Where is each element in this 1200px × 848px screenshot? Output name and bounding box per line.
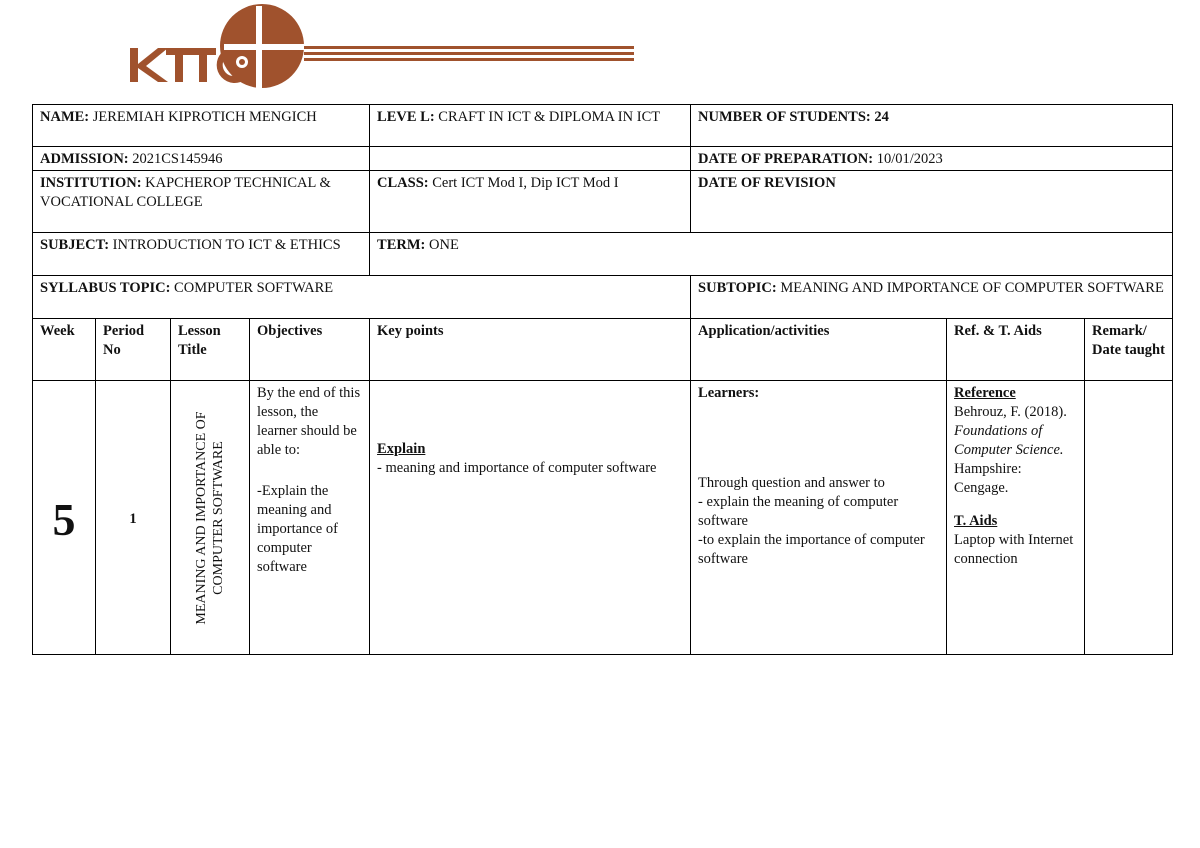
- col-lesson-title: Lesson Title: [171, 319, 250, 381]
- blank-cell: [370, 147, 691, 171]
- class-cell: CLASS: Cert ICT Mod I, Dip ICT Mod I: [370, 171, 691, 233]
- name-cell: NAME: JEREMIAH KIPROTICH MENGICH: [33, 105, 370, 147]
- remark-cell: [1085, 381, 1173, 655]
- col-remark: Remark/ Date taught: [1085, 319, 1173, 381]
- col-period: Period No: [96, 319, 171, 381]
- application-cell: Learners: Through question and answer to - explain the meaning of computer software -to explain the importance of computer software: [691, 381, 947, 655]
- preparation-cell: DATE OF PREPARATION: 10/01/2023: [691, 147, 1173, 171]
- week-number: 5: [33, 381, 96, 655]
- col-objectives: Objectives: [250, 319, 370, 381]
- col-key-points: Key points: [370, 319, 691, 381]
- institution-cell: INSTITUTION: KAPCHEROP TECHNICAL & VOCATIONAL COLLEGE: [33, 171, 370, 233]
- admission-cell: ADMISSION: 2021CS145946: [33, 147, 370, 171]
- level-cell: LEVE L: CRAFT IN ICT & DIPLOMA IN ICT: [370, 105, 691, 147]
- students-cell: NUMBER OF STUDENTS: 24: [691, 105, 1173, 147]
- objectives-cell: By the end of this lesson, the learner should be able to: -Explain the meaning and importance of computer software: [250, 381, 370, 655]
- col-application: Application/activities: [691, 319, 947, 381]
- subtopic-cell: SUBTOPIC: MEANING AND IMPORTANCE OF COMPUTER SOFTWARE: [691, 276, 1173, 319]
- col-week: Week: [33, 319, 96, 381]
- period-number: 1: [96, 381, 171, 655]
- key-points-cell: Explain - meaning and importance of computer software: [370, 381, 691, 655]
- lesson-title-cell: [171, 381, 250, 655]
- syllabus-cell: SYLLABUS TOPIC: COMPUTER SOFTWARE: [33, 276, 691, 319]
- col-ref-aids: Ref. & T. Aids: [947, 319, 1085, 381]
- reference-cell: Reference Behrouz, F. (2018). Foundations of Computer Science. Hampshire: Cengage. T. Aids Laptop with Internet connection: [947, 381, 1085, 655]
- kttc-logo: [128, 2, 638, 92]
- lesson-title-text: MEANING AND IMPORTANCE OF COMPUTER SOFTWARE: [194, 410, 226, 625]
- term-cell: TERM: ONE: [370, 233, 1173, 276]
- lesson-plan-table: [32, 104, 1173, 655]
- subject-cell: SUBJECT: INTRODUCTION TO ICT & ETHICS: [33, 233, 370, 276]
- revision-cell: DATE OF REVISION: [691, 171, 1173, 233]
